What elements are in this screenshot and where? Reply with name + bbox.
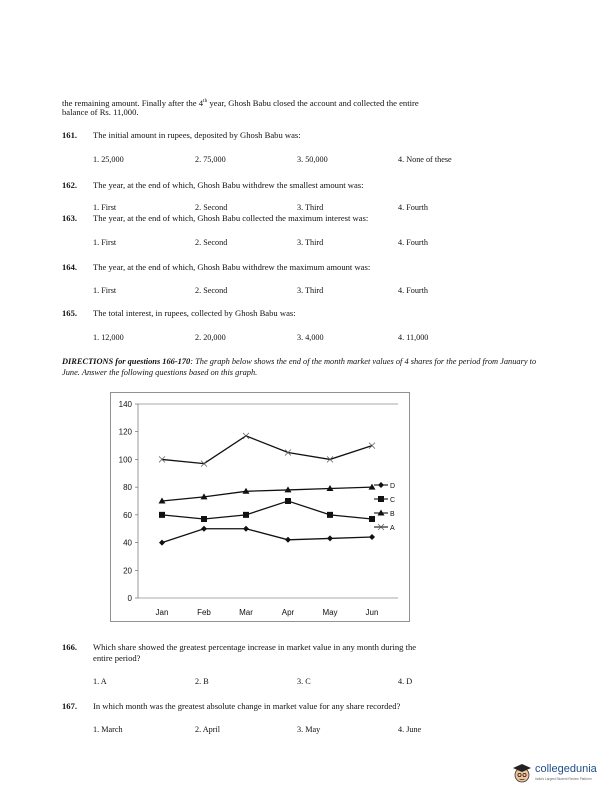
question-number: 166. [62, 642, 78, 652]
option: 2. 20,000 [195, 333, 226, 342]
data-point-c [201, 516, 207, 522]
logo-brand: collegedunia [535, 763, 597, 775]
option: 4. Fourth [398, 286, 429, 295]
data-point-c [285, 498, 291, 504]
option: 3. May [297, 725, 321, 734]
option: 2. Second [195, 203, 228, 212]
option: 4. Fourth [398, 203, 429, 212]
intro-line-2: balance of Rs. 11,000. [62, 107, 139, 117]
question-number: 164. [62, 262, 78, 272]
legend-label-a: A [390, 525, 395, 532]
x-tick-label: Mar [239, 608, 253, 617]
option: 1. March [93, 725, 123, 734]
option: 2. Second [195, 238, 228, 247]
option: 2. B [195, 677, 209, 686]
x-tick-label: Jun [365, 608, 379, 617]
question-number: 167. [62, 701, 78, 711]
x-tick-label: Jan [155, 608, 169, 617]
option: 3. Third [297, 203, 324, 212]
question-text: The initial amount in rupees, deposited by Ghosh Babu was: [93, 130, 301, 140]
logo-tagline: India's Largest Student Review Platform [535, 777, 592, 781]
legend-label-b: B [390, 511, 395, 518]
option: 3. Third [297, 286, 324, 295]
question-text: The year, at the end of which, Ghosh Babu withdrew the smallest amount was: [93, 180, 364, 190]
option: 3. 4,000 [297, 333, 324, 342]
question-number: 162. [62, 180, 78, 190]
option: 4. Fourth [398, 238, 429, 247]
y-tick-label: 40 [123, 538, 132, 548]
market-value-line-chart [110, 392, 410, 622]
intro-line-1: the remaining amount. Finally after the 4th year, Ghosh Babu closed the account and collected the entire [62, 97, 419, 108]
question-text: The year, at the end of which, Ghosh Babu withdrew the maximum amount was: [93, 262, 371, 272]
option: 4. June [398, 725, 422, 734]
directions-label: DIRECTIONS for questions 166-170 [62, 357, 191, 366]
question-text-continued: entire period? [93, 653, 141, 663]
legend-label-d: D [390, 483, 396, 490]
option: 2. Second [195, 286, 228, 295]
option: 4. D [398, 677, 413, 686]
data-point-c [369, 516, 375, 522]
legend-label-c: C [390, 497, 396, 504]
question-number: 163. [62, 213, 78, 223]
option: 3. C [297, 677, 311, 686]
question-text: Which share showed the greatest percentage increase in market value in any month during the [93, 642, 417, 652]
y-tick-label: 80 [123, 483, 132, 493]
option: 4. 11,000 [398, 333, 429, 342]
question-text: The year, at the end of which, Ghosh Babu collected the maximum interest was: [93, 213, 369, 223]
chart-frame [111, 393, 410, 622]
option: 4. None of these [398, 155, 452, 164]
data-point-c [159, 512, 165, 518]
question-number: 165. [62, 308, 78, 318]
data-point-c [327, 512, 333, 518]
y-tick-label: 140 [118, 400, 132, 409]
y-tick-label: 120 [118, 427, 132, 437]
question-number: 161. [62, 130, 78, 140]
option: 1. 12,000 [93, 333, 124, 342]
x-tick-label: Feb [197, 608, 211, 617]
option: 3. Third [297, 238, 324, 247]
x-tick-label: Apr [281, 608, 295, 617]
x-tick-label: May [322, 608, 338, 617]
y-tick-label: 0 [127, 594, 132, 603]
option: 1. A [93, 677, 107, 686]
option: 1. 25,000 [93, 155, 124, 164]
option: 3. 50,000 [297, 155, 328, 164]
legend-marker-c [378, 496, 384, 502]
option: 1. First [93, 203, 117, 212]
directions-text: : The graph below shows the end of the month market values of 4 shares for the period from January to June. Answer the following questions based on this graph. [62, 357, 537, 377]
option: 2. April [195, 725, 221, 734]
y-tick-label: 60 [123, 510, 132, 520]
question-text: In which month was the greatest absolute change in market value for any share recorded? [93, 701, 401, 711]
question-text: The total interest, in rupees, collected by Ghosh Babu was: [93, 308, 296, 318]
directions [62, 356, 542, 378]
option: 1. First [93, 286, 117, 295]
data-point-c [243, 512, 249, 518]
option: 1. First [93, 238, 117, 247]
collegedunia-logo [511, 758, 607, 788]
option: 2. 75,000 [195, 155, 226, 164]
y-tick-label: 20 [123, 566, 132, 576]
graduate-mascot-icon [511, 762, 533, 784]
y-tick-label: 100 [118, 455, 132, 465]
